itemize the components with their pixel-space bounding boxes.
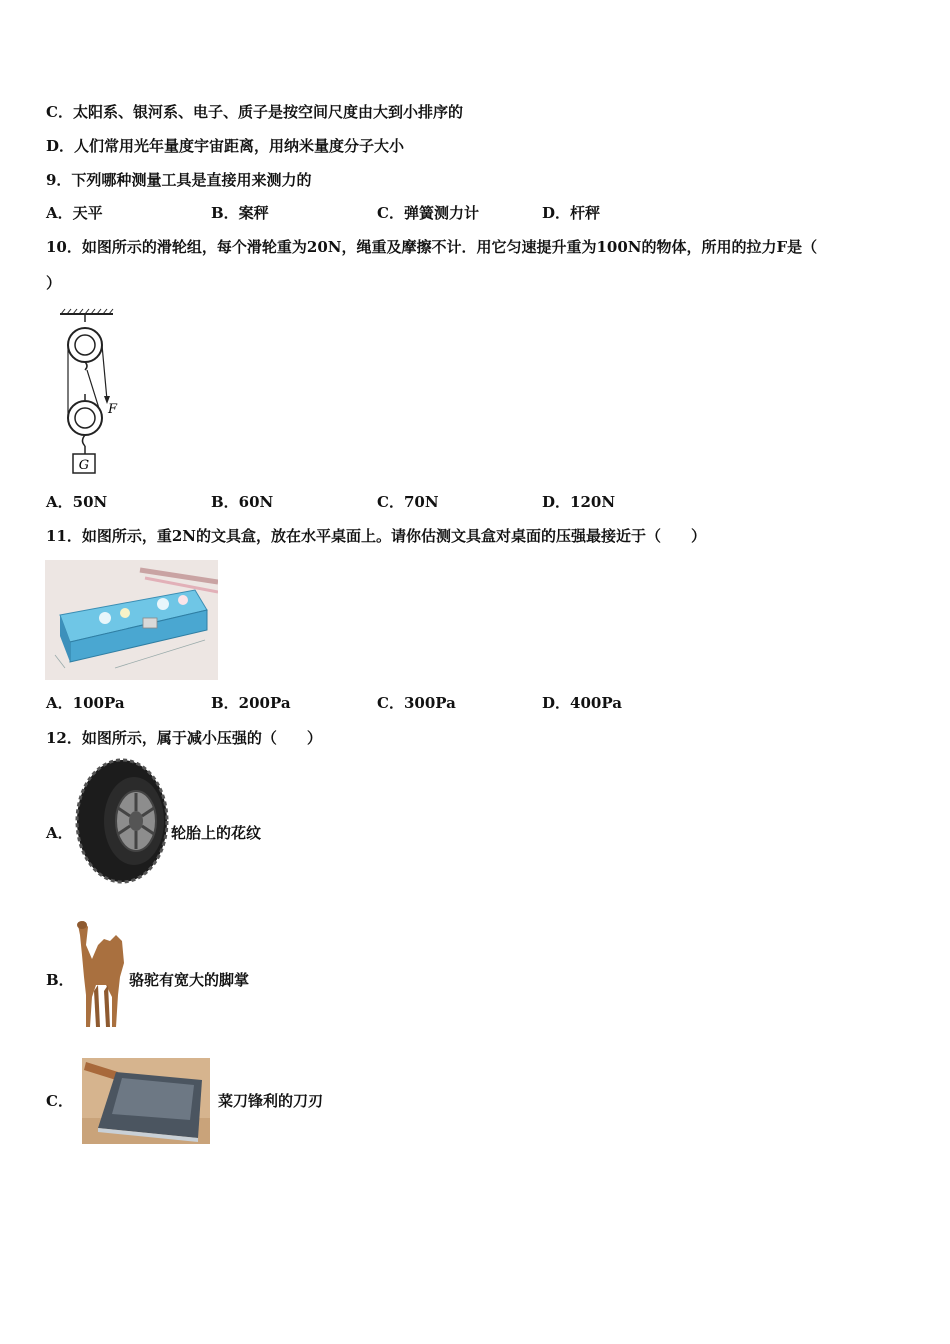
q12-option-a-text: 轮胎上的花纹 [171, 824, 262, 842]
camel-photo [72, 915, 128, 1033]
q9-option-a: A．天平 [46, 204, 103, 222]
q12-stem: 12．如图所示，属于减小压强的（ ） [46, 729, 322, 747]
pulley-diagram [55, 308, 130, 478]
q11-stem: 11．如图所示，重2N的文具盒，放在水平桌面上。请你估测文具盒对桌面的压强最接近于（ ） [46, 527, 707, 545]
q10-stem-cont: ） [46, 274, 62, 292]
q11-option-c: C．300Pa [377, 694, 456, 712]
q12-option-c-letter: C． [46, 1092, 73, 1110]
q10-option-c: C．70N [377, 493, 439, 511]
q9-option-d: D．杆秤 [542, 204, 601, 222]
q12-option-c-text: 菜刀锋利的刀刃 [218, 1092, 324, 1110]
cleaver-photo [82, 1058, 210, 1144]
q12-option-b-letter: B． [46, 971, 74, 989]
tire-photo [74, 758, 170, 884]
q10-option-d: D．120N [542, 493, 616, 511]
weight-label-g: G [78, 458, 90, 473]
q12-option-b-text: 骆驼有宽大的脚掌 [129, 971, 250, 989]
q12-option-a-letter: A． [46, 824, 73, 842]
pencil-case-photo [45, 560, 218, 680]
q11-option-a: A．100Pa [46, 694, 125, 712]
q8-option-c: C．太阳系、银河系、电子、质子是按空间尺度由大到小排序的 [46, 103, 463, 121]
q11-option-b: B．200Pa [211, 694, 291, 712]
q9-option-c: C．弹簧测力计 [377, 204, 479, 222]
q8-option-d: D．人们常用光年量度宇宙距离，用纳米量度分子大小 [46, 137, 405, 155]
q9-option-b: B．案秤 [211, 204, 269, 222]
force-label-f: F [108, 402, 118, 417]
q9-stem: 9．下列哪种测量工具是直接用来测力的 [46, 171, 312, 189]
q10-stem: 10．如图所示的滑轮组，每个滑轮重为20N，绳重及摩擦不计．用它匀速提升重为100N的物体，所用的拉力F是（ [46, 238, 818, 256]
q10-option-b: B．60N [211, 493, 274, 511]
q10-option-a: A．50N [46, 493, 108, 511]
q11-option-d: D．400Pa [542, 694, 622, 712]
